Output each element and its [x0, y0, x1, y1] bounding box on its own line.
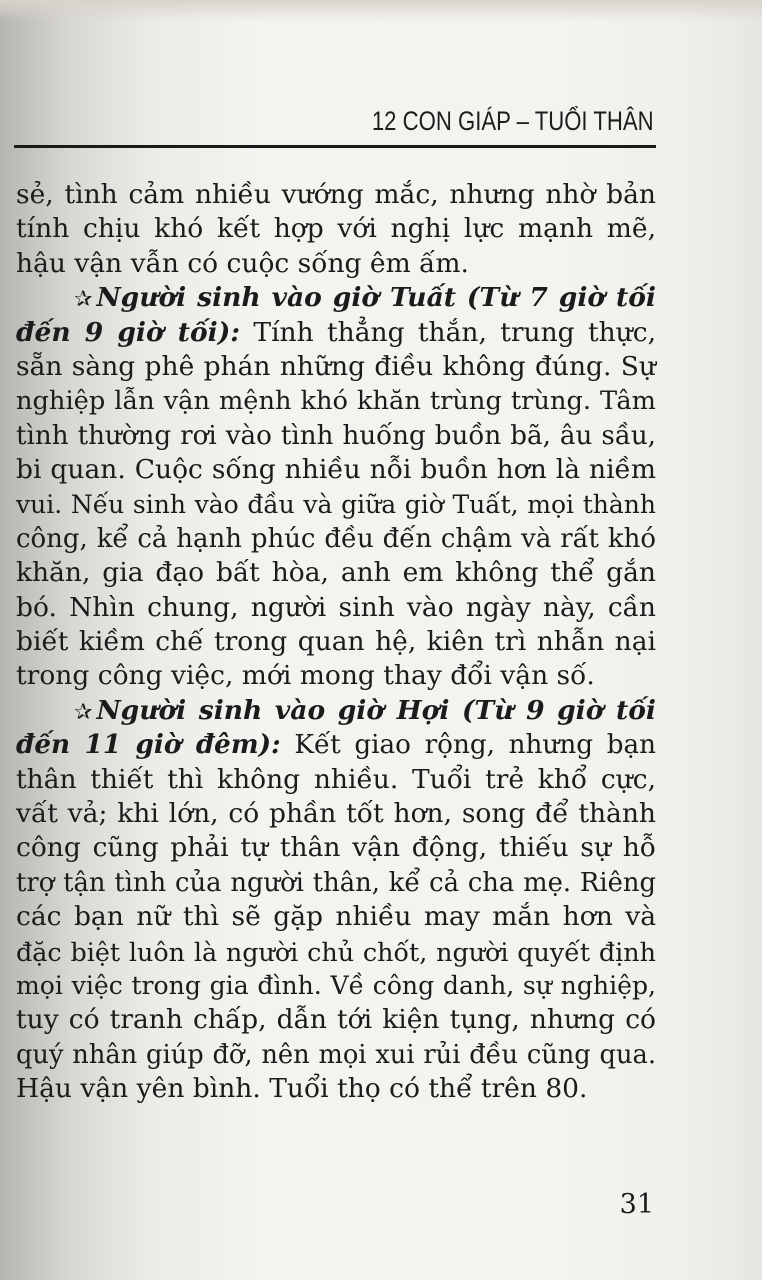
header-rule	[14, 145, 656, 148]
text-line: bi quan. Cuộc sống nhiều nỗi buồn hơn là niềm	[16, 454, 656, 486]
page-number: 31	[619, 1189, 654, 1220]
text-line: vui. Nếu sinh vào đầu và giữa giờ Tuất, mọi thành	[16, 489, 656, 519]
text-line: khăn, gia đạo bất hòa, anh em không thể gắn	[16, 557, 656, 589]
page-top-edge	[0, 0, 762, 22]
section-lead: đến 11 giờ đêm):	[16, 729, 281, 761]
text-line: hậu vận vẫn có cuộc sống êm ấm.	[16, 247, 469, 279]
section-heading-line	[16, 728, 656, 762]
section-heading-line	[16, 694, 656, 728]
text-line: tình thường rơi vào tình huống buồn bã, âu sầu,	[16, 420, 656, 451]
section-heading-line	[16, 316, 656, 350]
star-icon: ✰	[74, 287, 93, 313]
text-line: trợ tận tình của người thân, kể cả cha mẹ. Riêng	[16, 867, 656, 898]
star-icon: ✰	[74, 699, 93, 725]
text-line: Hậu vận yên bình. Tuổi thọ có thể trên 80.	[16, 1073, 588, 1105]
text-line: tuy có tranh chấp, dẫn tới kiện tụng, nhưng có	[16, 1004, 656, 1036]
text-line: sẵn sàng phê phán những điều không đúng. Sự	[16, 350, 656, 382]
text-line: các bạn nữ thì sẽ gặp nhiều may mắn hơn và	[16, 901, 656, 933]
text-line: công, kể cả hạnh phúc đều đến chậm và rất khó	[16, 523, 656, 554]
text-line: sẻ, tình cảm nhiều vướng mắc, nhưng nhờ bản	[16, 179, 656, 210]
text-line: quý nhân giúp đỡ, nên mọi xui rủi đều cũng qua.	[16, 1039, 656, 1070]
section-heading-line	[16, 281, 656, 315]
text-line: đặc biệt luôn là người chủ chốt, người quyết định	[16, 936, 656, 967]
text-line: trong công việc, mới mong thay đổi vận số.	[16, 660, 595, 692]
text-line: công cũng phải tự thân vận động, thiếu sự hỗ	[16, 832, 656, 864]
section-lead: đến 9 giờ tối):	[16, 316, 241, 348]
text-span: Tính thẳng thắn, trung thực,	[240, 316, 656, 348]
section-lead: Người sinh vào giờ Hợi (Từ 9 giờ tối	[96, 694, 656, 726]
running-header: 12 CON GIÁP – TUỔI THÂN	[372, 106, 654, 136]
text-line: bó. Nhìn chung, người sinh vào ngày này, cần	[16, 591, 656, 623]
text-line: biết kiềm chế trong quan hệ, kiên trì nhẫn nại	[16, 626, 656, 658]
text-line: vất vả; khi lớn, có phần tốt hơn, song để thành	[16, 798, 656, 830]
text-line: tính chịu khó kết hợp với nghị lực mạnh mẽ,	[16, 213, 656, 245]
text-line: nghiệp lẫn vận mệnh khó khăn trùng trùng. Tâm	[16, 386, 656, 417]
text-span: Kết giao rộng, nhưng bạn	[280, 730, 656, 761]
text-line: mọi việc trong gia đình. Về công danh, sự nghiệp,	[16, 970, 656, 1000]
body-text	[16, 178, 656, 1107]
section-lead: Người sinh vào giờ Tuất (Từ 7 giờ tối	[96, 282, 656, 314]
text-line: thân thiết thì không nhiều. Tuổi trẻ khổ cực,	[16, 763, 656, 795]
